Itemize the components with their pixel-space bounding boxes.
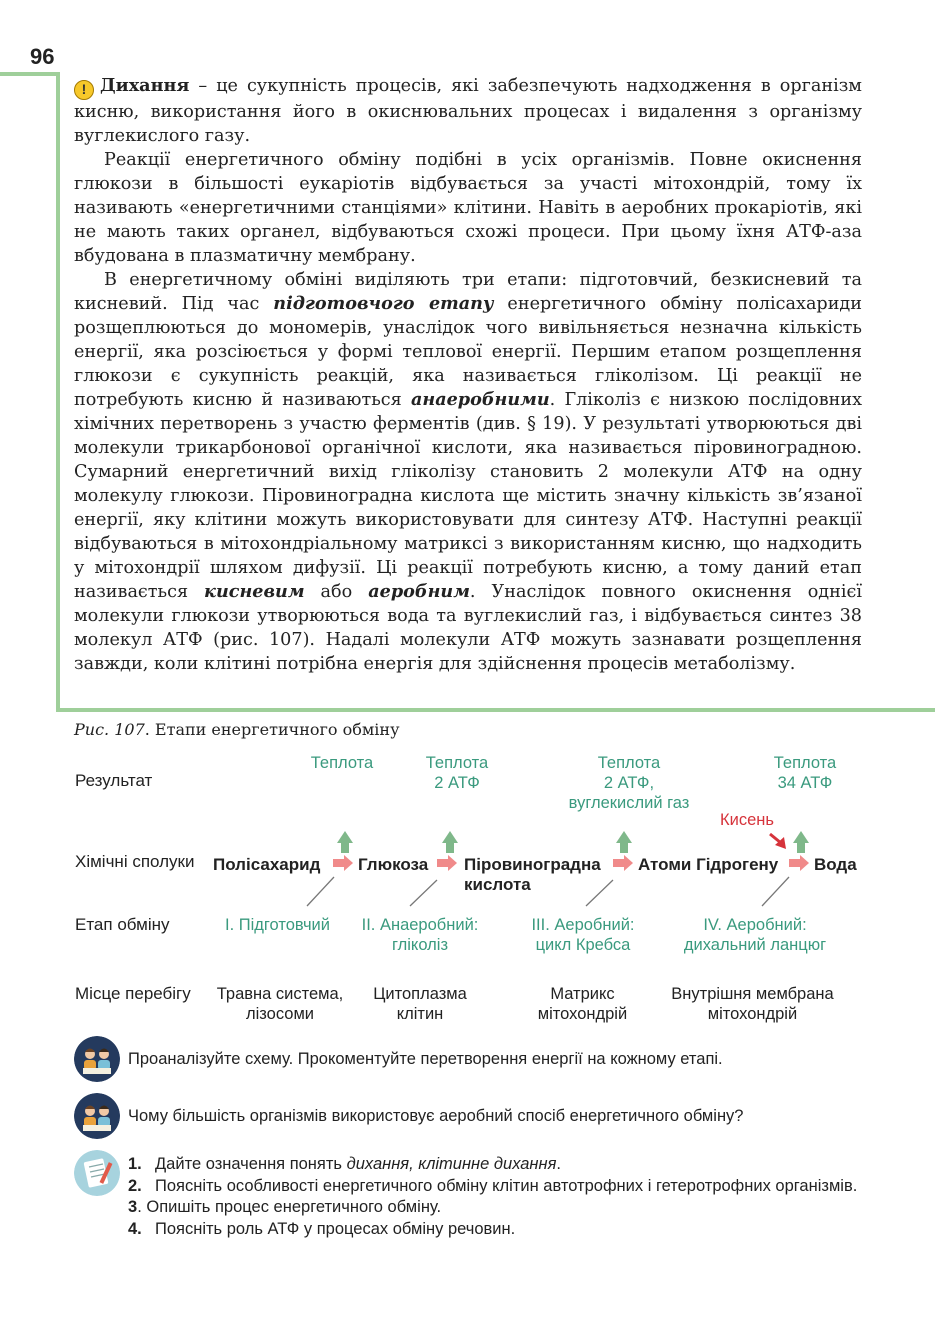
stage-1: I. Підготовчий [225,916,330,934]
question-1: 1. Дайте означення понять дихання, клітинне дихання. [128,1155,561,1173]
question-4: 4. Поясніть роль АТФ у процесах обміну речовин. [128,1219,516,1238]
compound-glucose: Глюкоза [358,855,429,874]
place-4: Внутрішня мембрана мітохондрій [671,985,834,1023]
row-label-stage: Етап обміну [75,915,170,934]
right-arrow-3 [613,855,633,871]
place-1: Травна система, лізосоми [216,985,344,1023]
result-2: Теплота 2 АТФ [425,754,489,792]
right-arrow-1 [333,855,353,871]
stage-4: IV. Аеробний: дихальний ланцюг [683,916,827,954]
up-arrows [337,831,809,853]
paragraph-definition: ! Дихання – це сукупність процесів, які забезпечують надходження в організм кисню, використання його в окиснювальних процесах і видалення з організму вуглекислого газу. [74,75,862,146]
row-label-result: Результат [75,771,153,790]
compound-hydrogen-atoms: Атоми Гідрогену [638,855,779,874]
discussion-icon [74,1093,120,1139]
up-arrow-1 [337,831,353,853]
figure-caption: Рис. 107. Етапи енергетичного обміну [74,720,400,739]
compound-water: Вода [814,855,857,874]
stage-2: II. Анаеробний: гліколіз [361,916,479,954]
question-2: 2. Поясніть особливості енергетичного обміну клітин автотрофних і гетеротрофних організмів. [128,1176,858,1195]
paragraph-3: В енергетичному обміні виділяють три етапи: підготовчий, безкисневий та кисневий. Під час підготовчого етапу енергетичного обміну полісахариди розщеплюються до мономерів, унаслідок чого вивільняється незначна кількість енергії, яка розсіюється у формі теплової енергії. Першим етапом розщеплення глюкози є сукупність реакцій, яка називається гліколізом. Ці реакції не потребують кисню й називаються анаеробними. Гліколіз є низкою послідовних хімічних перетворень з участю ферментів (див. § 19). У результаті утворюються дві молекули трикарбонової органічної кислоти, яка називається піровиноградною. Сумарний енергетичний вихід гліколізу становить 2 молекули АТФ на одну молекулу глюкози. Піровиноградна кислота ще містить значну кількість зв’язаної енергії, яку клітини можуть використовувати для синтезу АТФ. Наступні реакції відбуваються в мітохондріальному матриксі з використанням кисню, що надходить у мітохондрії шляхом дифузії. Ці реакції потребують кисню, а тому даний етап називається кисневим або аеробним. Унаслідок повного окиснення однієї молекули глюкози утворюються вода та вуглекислий газ, і відбувається синтез 38 молекул АТФ (рис. 107). Надалі молекули АТФ можуть зазнавати розщеплення завжди, коли клітині потрібна енергія для здійснення процесів метаболізму. [74,270,862,674]
questions-list [128,1154,868,1240]
stage-3: III. Аеробний: цикл Кребса [531,916,635,954]
row-label-compounds: Хімічні сполуки [75,852,195,871]
right-arrow-2 [437,855,457,871]
result-3: Теплота 2 АТФ, вуглекислий газ [568,754,690,812]
paragraph-2: Реакції енергетичного обміну подібні в усіх організмів. Повне окиснення глюкози в більшості еукаріотів відбувається за участі мітохондрій, тому їх називають «енергетичними станціями» клітини. Навіть в аеробних прокаріотів, які не мають таких органел, відбуваються схожі процеси. При цьому їхня АТФ-аза вбудована в плазматичну мембрану. [74,150,862,266]
compound-polysaccharide: Полісахарид [213,855,321,874]
place-3: Матрикс мітохондрій [537,985,628,1023]
up-arrow-4 [793,831,809,853]
oxygen-arrow [770,834,786,849]
result-4: Теплота 34 АТФ [773,754,837,792]
task-2: Чому більшість організмів використовує аеробний спосіб енергетичного обміну? [128,1107,744,1125]
up-arrow-2 [442,831,458,853]
compound-pyruvic-acid: Піровиноградна кислота [464,855,601,894]
question-3: 3 . Опишіть процес енергетичного обміну. [128,1198,442,1216]
right-arrow-4 [789,855,809,871]
exclamation-icon: ! [74,80,94,100]
connector-4 [762,877,789,906]
connector-2 [410,880,437,906]
row-label-place: Місце перебігу [75,984,191,1003]
term-respiration: Дихання [100,75,190,96]
page-number: 96 [30,44,55,69]
result-1: Теплота [310,754,374,772]
oxygen-label: Кисень [720,811,774,829]
task-1: Проаналізуйте схему. Прокоментуйте перетворення енергії на кожному етапі. [128,1050,723,1068]
discussion-icon [74,1036,120,1082]
connector-1 [307,877,334,906]
notebook-icon [74,1150,120,1196]
place-2: Цитоплазма клітин [373,985,467,1023]
up-arrow-3 [616,831,632,853]
